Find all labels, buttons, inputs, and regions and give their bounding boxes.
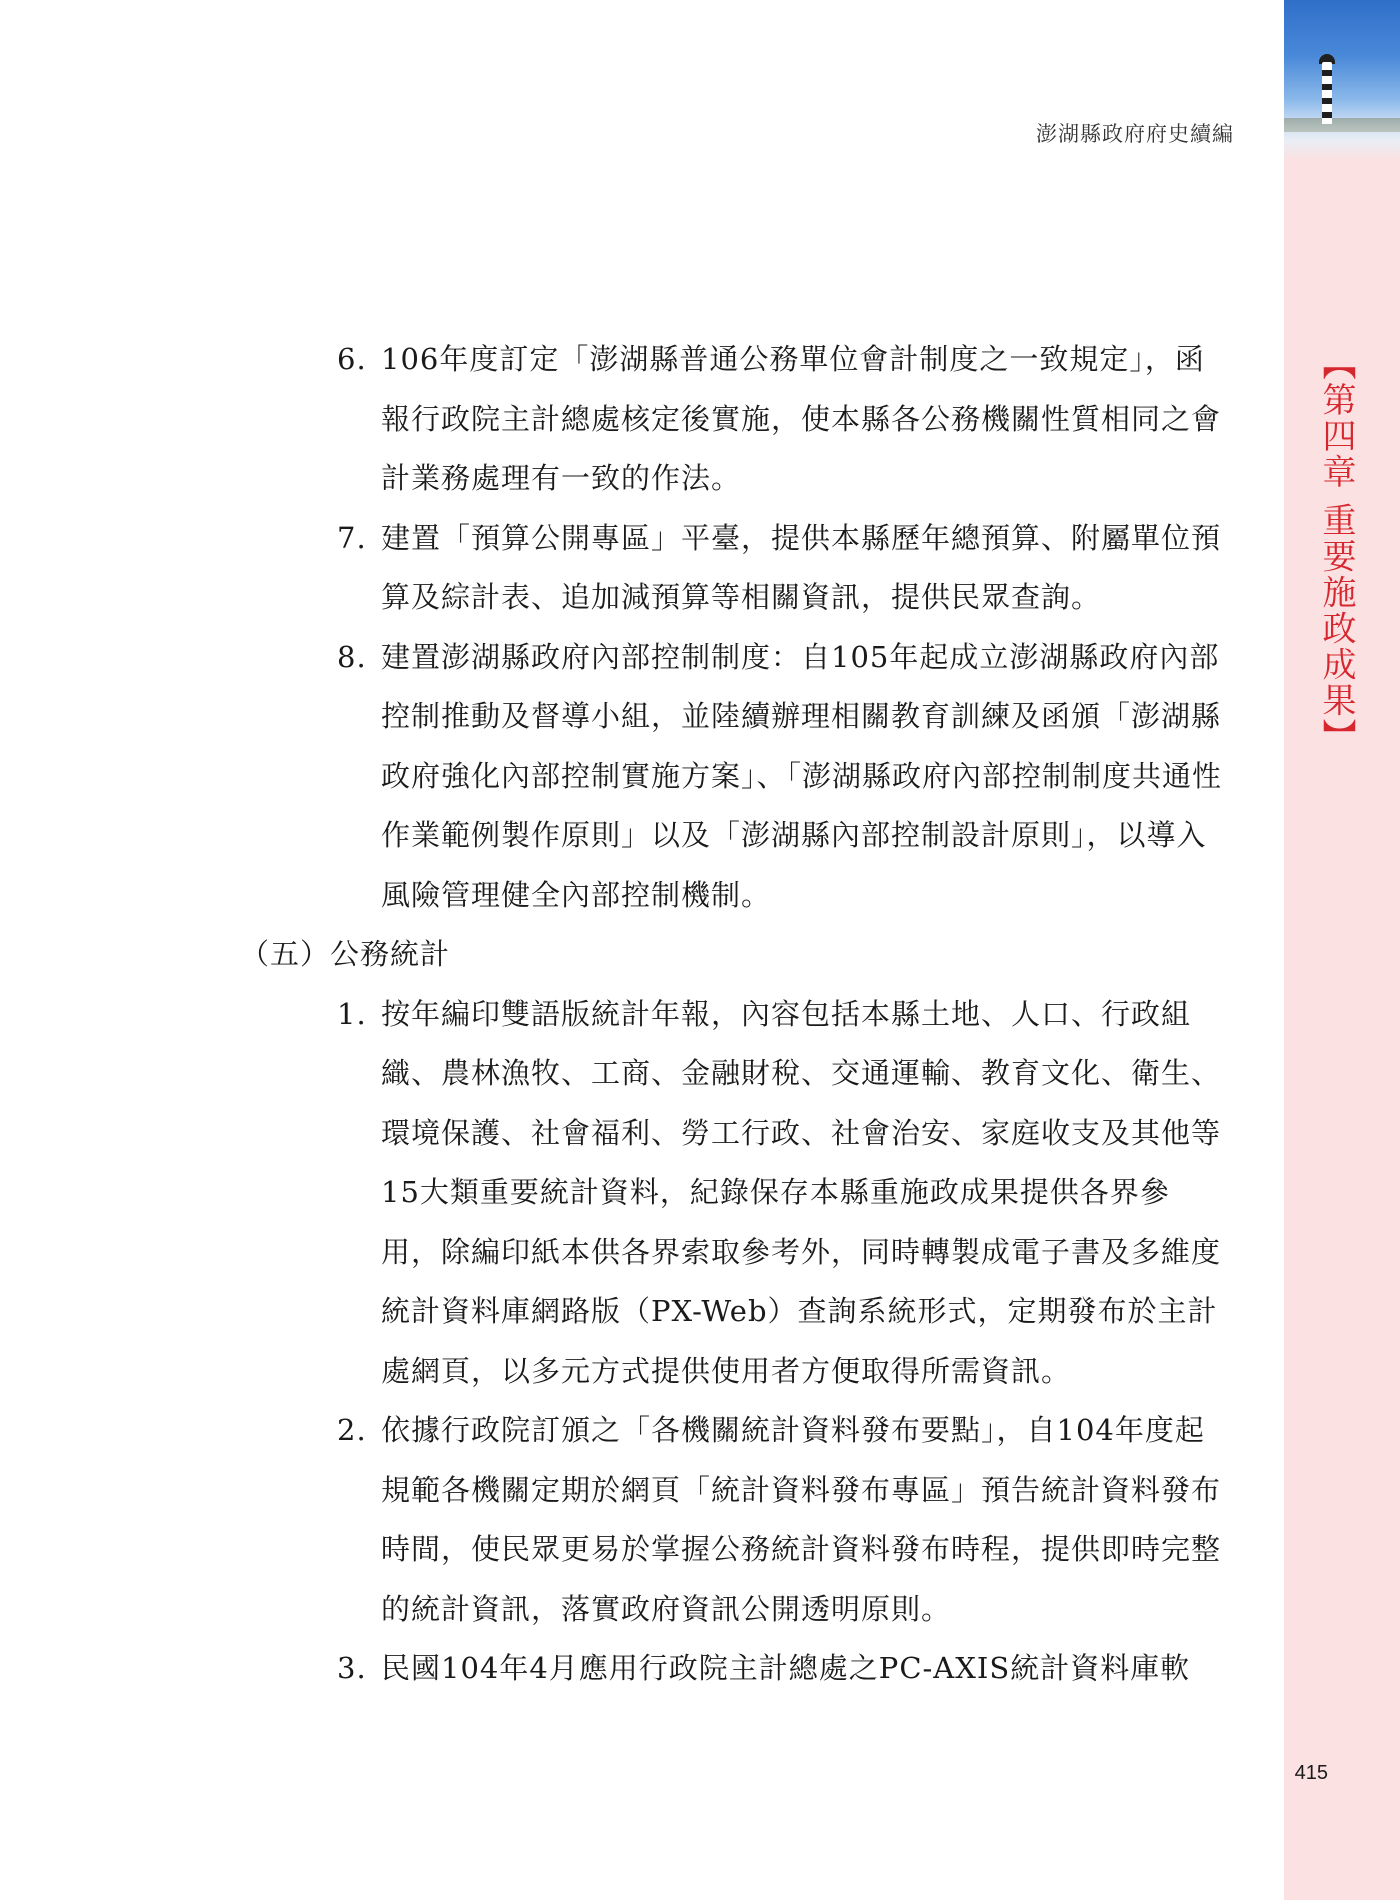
lighthouse-photo-icon	[1284, 0, 1400, 160]
page-number: 415	[1294, 1762, 1328, 1784]
list-item	[240, 330, 1240, 509]
item-number: 6.	[337, 342, 367, 376]
list-item	[240, 1639, 1240, 1699]
list-item	[240, 985, 1240, 1402]
item-text: 依據行政院訂頒之「各機關統計資料發布要點」，自104年度起規範各機關定期於網頁「統計資料發布專區」預告統計資料發布時間，使民眾更易於掌握公務統計資料發布時程，提供即時完整的統計資訊，落實政府資訊公開透明原則。	[381, 1413, 1222, 1626]
running-title: 澎湖縣政府府史續編	[1036, 122, 1234, 146]
item-number: 2.	[337, 1413, 367, 1447]
chapter-tab: 【第四章 重要施政成果】	[1316, 346, 1356, 755]
list-item	[240, 509, 1240, 628]
item-text: 按年編印雙語版統計年報，內容包括本縣土地、人口、行政組織、農林漁牧、工商、金融財稅、交通運輸、教育文化、衛生、環境保護、社會福利、勞工行政、社會治安、家庭收支及其他等15大類重要統計資料，紀錄保存本縣重施政成果提供各界參用，除編印紙本供各界索取參考外，同時轉製成電子書及多維度統計資料庫網路版（PX-Web）查詢系統形式，定期發布於主計處網頁，以多元方式提供使用者方便取得所需資訊。	[381, 996, 1222, 1388]
item-number: 1.	[337, 996, 367, 1031]
list-item	[240, 628, 1240, 926]
item-number: 7.	[337, 520, 367, 555]
side-band	[1284, 0, 1400, 1900]
list-item	[240, 1401, 1240, 1639]
item-text: 民國104年4月應用行政院主計總處之PC-AXIS統計資料庫軟	[381, 1651, 1191, 1685]
item-text: 106年度訂定「澎湖縣普通公務單位會計制度之一致規定」，函報行政院主計總處核定後實施，使本縣各公務機關性質相同之會計業務處理有一致的作法。	[381, 342, 1222, 495]
item-number: 3.	[337, 1651, 367, 1685]
section-heading: （五）公務統計	[240, 937, 451, 971]
item-text: 建置澎湖縣政府內部控制制度：自105年起成立澎湖縣政府內部控制推動及督導小組，並陸續辦理相關教育訓練及函頒「澎湖縣政府強化內部控制實施方案」、「澎湖縣政府內部控制制度共通性作業範例製作原則」以及「澎湖縣內部控制設計原則」，以導入風險管理健全內部控制機制。	[381, 639, 1223, 912]
item-text: 建置「預算公開專區」平臺，提供本縣歷年總預算、附屬單位預算及綜計表、追加減預算等相關資訊，提供民眾查詢。	[381, 520, 1222, 614]
page-content	[240, 330, 1240, 1699]
photo-land	[1284, 118, 1400, 132]
item-number: 8.	[337, 639, 367, 674]
lighthouse-icon	[1322, 62, 1332, 124]
